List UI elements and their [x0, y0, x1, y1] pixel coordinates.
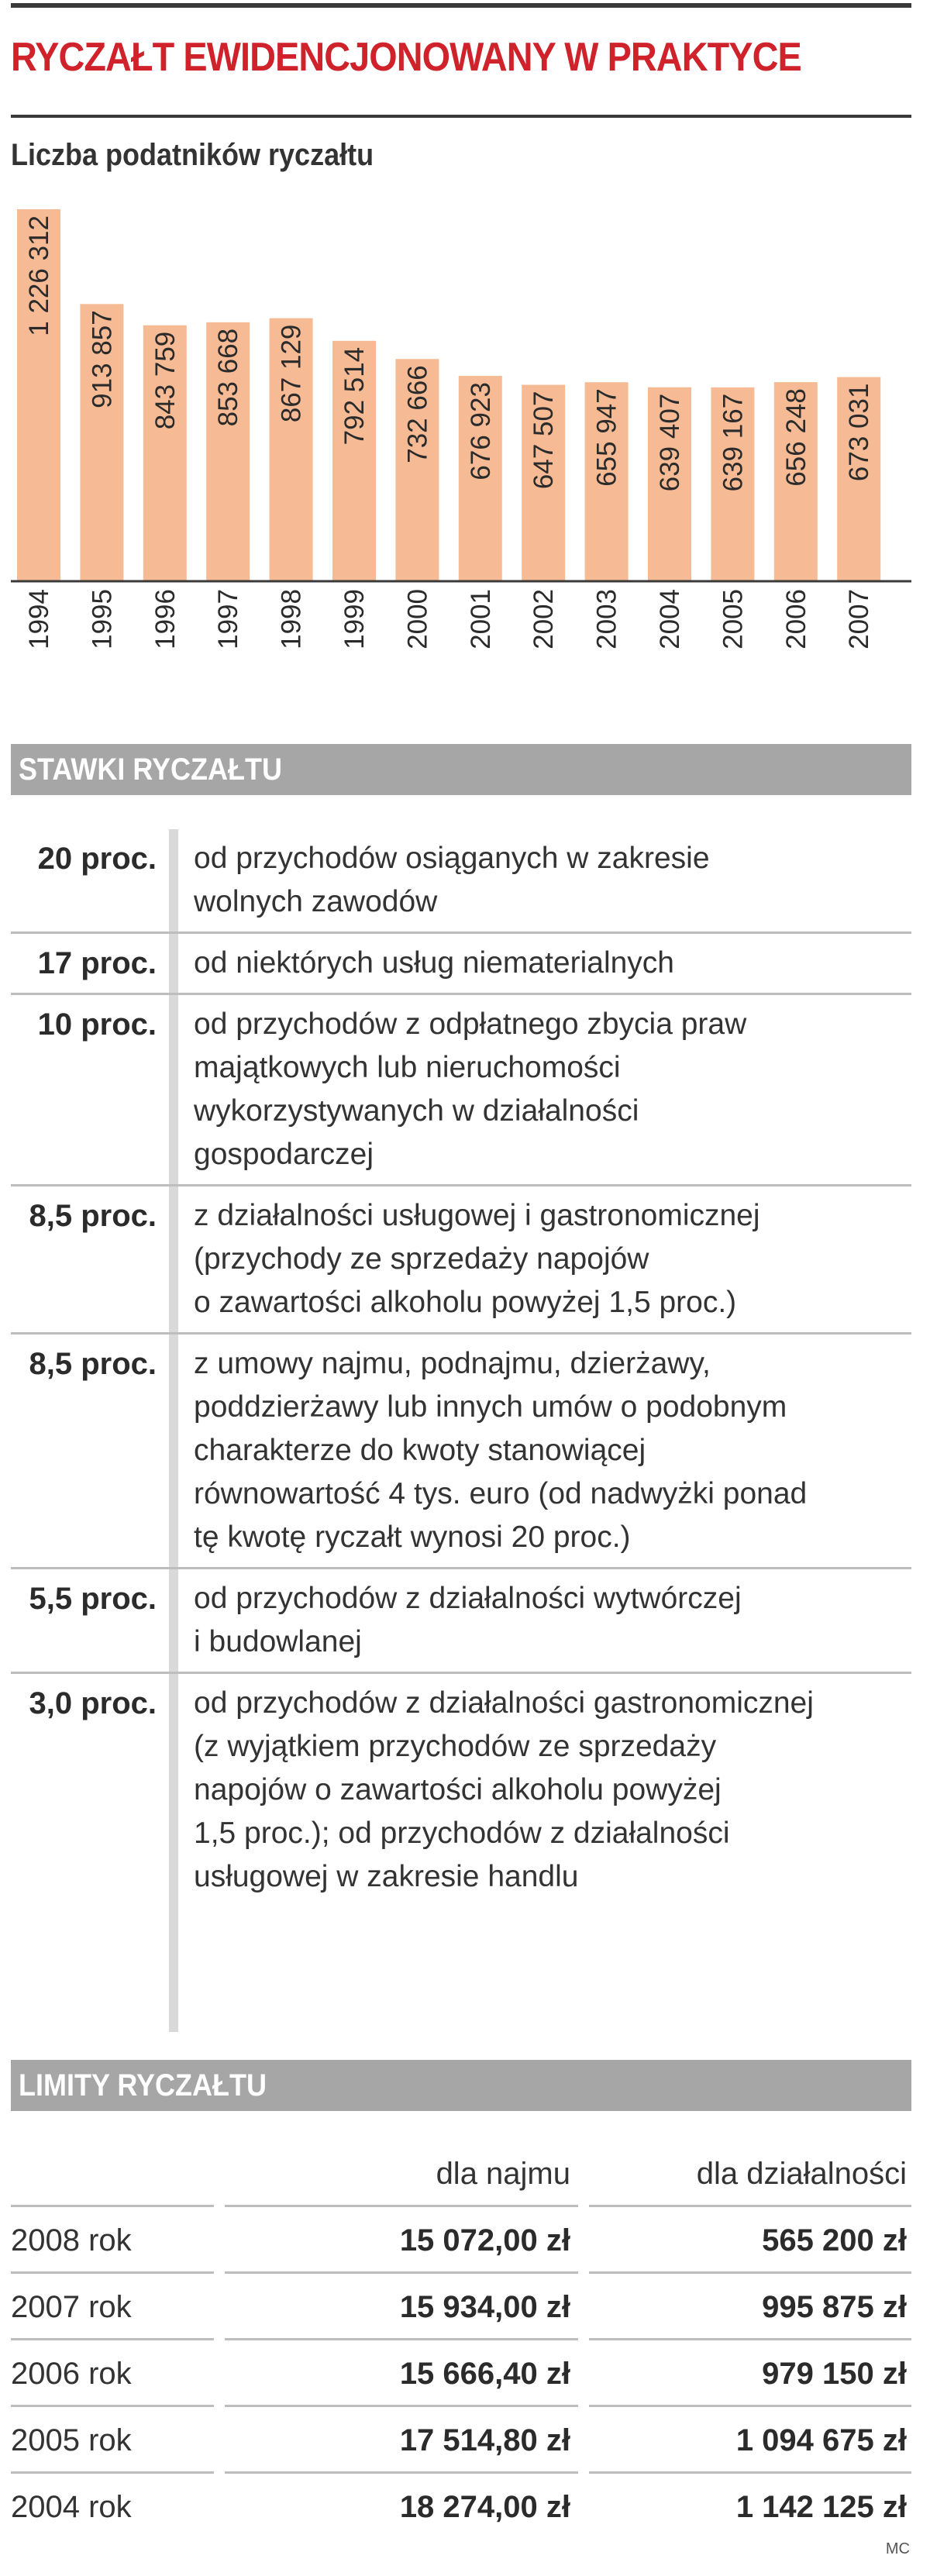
limit-rental: 18 274,00 zł	[399, 2490, 570, 2524]
rate-description	[170, 934, 911, 993]
credit-text: MC	[885, 2540, 910, 2557]
limits-header-row	[11, 2140, 911, 2207]
rate-value: 20 proc.	[37, 842, 157, 876]
year-label: 1999	[339, 589, 370, 649]
year-label: 2004	[655, 589, 685, 649]
rate-description	[170, 1569, 911, 1672]
limits-row	[11, 2474, 911, 2540]
rate-description-line: od przychodów z odpłatnego zbycia praw	[194, 1007, 747, 1041]
rate-row	[11, 934, 911, 995]
bar-value-label: 853 668	[213, 328, 244, 427]
rate-description-line: wolnych zawodów	[194, 885, 438, 918]
year-label: 2000	[402, 589, 433, 649]
rate-row	[11, 1334, 911, 1569]
limit-business: 1 142 125 zł	[735, 2490, 907, 2524]
limit-business: 565 200 zł	[762, 2223, 907, 2257]
rate-description-line: z działalności usługowej i gastronomicznej	[194, 1199, 760, 1232]
year-label: 1994	[24, 589, 54, 649]
bar-value-label: 656 248	[780, 388, 811, 487]
rate-value: 17 proc.	[37, 946, 157, 980]
rate-description-line: od przychodów z działalności gastronomicznej	[194, 1686, 814, 1720]
limit-business: 1 094 675 zł	[735, 2423, 907, 2457]
limit-rental: 15 934,00 zł	[399, 2290, 570, 2324]
limits-header: LIMITY RYCZAŁTU	[11, 2060, 911, 2111]
limit-year: 2005 rok	[11, 2423, 132, 2457]
limit-year: 2006 rok	[11, 2357, 132, 2391]
bar-value-label: 639 167	[718, 393, 749, 492]
bar-value-label: 843 759	[150, 331, 181, 430]
rate-row	[11, 1186, 911, 1334]
bar-value-label: 673 031	[844, 383, 875, 482]
bar-value-label: 1 226 312	[24, 215, 54, 336]
rates-table	[11, 829, 911, 1906]
main-title: RYCZAŁT EWIDENCJONOWANY W PRAKTYCE	[11, 35, 801, 80]
rate-description-line: równowartość 4 tys. euro (od nadwyżki ponad	[194, 1477, 808, 1510]
rate-row	[11, 995, 911, 1186]
rate-description-line: napojów o zawartości alkoholu powyżej	[194, 1773, 722, 1806]
col-header-rental: dla najmu	[436, 2157, 570, 2191]
limits-table	[11, 2140, 911, 2540]
rate-description-line: (z wyjątkiem przychodów ze sprzedaży	[194, 1730, 717, 1763]
rates-header: STAWKI RYCZAŁTU	[11, 744, 911, 795]
rate-description	[170, 1334, 911, 1567]
limit-rental: 15 072,00 zł	[399, 2223, 570, 2257]
bars-group	[17, 209, 880, 581]
bar-value-label: 792 514	[339, 346, 370, 446]
rate-description-line: od przychodów z działalności wytwórczej	[194, 1582, 742, 1615]
bar-value-label: 655 947	[591, 388, 622, 487]
rate-description-line: poddzierżawy lub innych umów o podobnym	[194, 1390, 787, 1424]
rate-description-line: wykorzystywanych w działalności	[194, 1094, 639, 1128]
year-label: 2005	[718, 589, 749, 649]
year-label: 1998	[276, 589, 307, 649]
rate-description	[170, 1186, 911, 1332]
col-header-business: dla działalności	[696, 2157, 907, 2191]
limit-business: 995 875 zł	[762, 2290, 907, 2324]
rate-description-line: (przychody ze sprzedaży napojów	[194, 1242, 649, 1276]
bar-value-label: 639 407	[655, 393, 685, 492]
limit-rental: 15 666,40 zł	[399, 2357, 570, 2391]
rate-value: 10 proc.	[37, 1007, 157, 1042]
chart-title: Liczba podatników ryczałtu	[11, 138, 374, 172]
rate-row	[11, 1674, 911, 1906]
year-label: 2006	[780, 589, 811, 649]
limits-body	[11, 2207, 911, 2540]
rate-description-line: o zawartości alkoholu powyżej 1,5 proc.)	[194, 1286, 737, 1319]
limit-business: 979 150 zł	[762, 2357, 907, 2391]
limit-year: 2007 rok	[11, 2290, 132, 2324]
limits-row	[11, 2207, 911, 2274]
limit-year: 2004 rok	[11, 2490, 132, 2524]
rate-description	[170, 1674, 911, 1906]
bar-chart	[0, 201, 930, 713]
limits-row	[11, 2274, 911, 2340]
year-label: 1997	[213, 589, 244, 649]
year-label: 2003	[591, 589, 622, 649]
rate-value: 5,5 proc.	[29, 1582, 157, 1616]
rate-description	[170, 995, 911, 1184]
rate-description-line: od niektórych usług niematerialnych	[194, 946, 675, 980]
bar-value-label: 676 923	[465, 382, 496, 480]
year-label: 1995	[87, 589, 118, 649]
year-label: 2007	[844, 589, 875, 649]
limit-rental: 17 514,80 zł	[399, 2423, 570, 2457]
rate-description-line: i budowlanej	[194, 1625, 362, 1658]
rate-description-line: usługowej w zakresie handlu	[194, 1860, 579, 1893]
rate-description	[170, 829, 911, 932]
rate-description-line: 1,5 proc.); od przychodów z działalności	[194, 1817, 730, 1850]
rate-value: 8,5 proc.	[29, 1347, 157, 1381]
year-label: 1996	[150, 589, 181, 649]
bar-value-label: 732 666	[402, 365, 433, 463]
bar-value-label: 867 129	[276, 324, 307, 423]
rate-description-line: gospodarczej	[194, 1138, 374, 1171]
rate-description-line: charakterze do kwoty stanowiącej	[194, 1434, 646, 1467]
rate-value: 3,0 proc.	[29, 1686, 157, 1720]
rate-row	[11, 1569, 911, 1674]
limits-row	[11, 2340, 911, 2407]
rate-value: 8,5 proc.	[29, 1199, 157, 1233]
bar-value-label: 913 857	[87, 310, 118, 408]
year-labels-group	[24, 589, 874, 649]
limits-corner	[11, 2140, 214, 2207]
limit-year: 2008 rok	[11, 2223, 132, 2257]
rate-row	[11, 829, 911, 934]
year-label: 2001	[465, 589, 496, 649]
rate-description-line: od przychodów osiąganych w zakresie	[194, 842, 710, 875]
rate-description-line: z umowy najmu, podnajmu, dzierżawy,	[194, 1347, 711, 1380]
title-rule	[11, 115, 911, 118]
rate-description-line: tę kwotę ryczałt wynosi 20 proc.)	[194, 1520, 631, 1554]
rate-description-line: majątkowych lub nieruchomości	[194, 1051, 621, 1084]
year-label: 2002	[529, 589, 560, 649]
top-rule	[11, 3, 911, 8]
bar-value-label: 647 507	[529, 391, 560, 490]
limits-row	[11, 2407, 911, 2474]
